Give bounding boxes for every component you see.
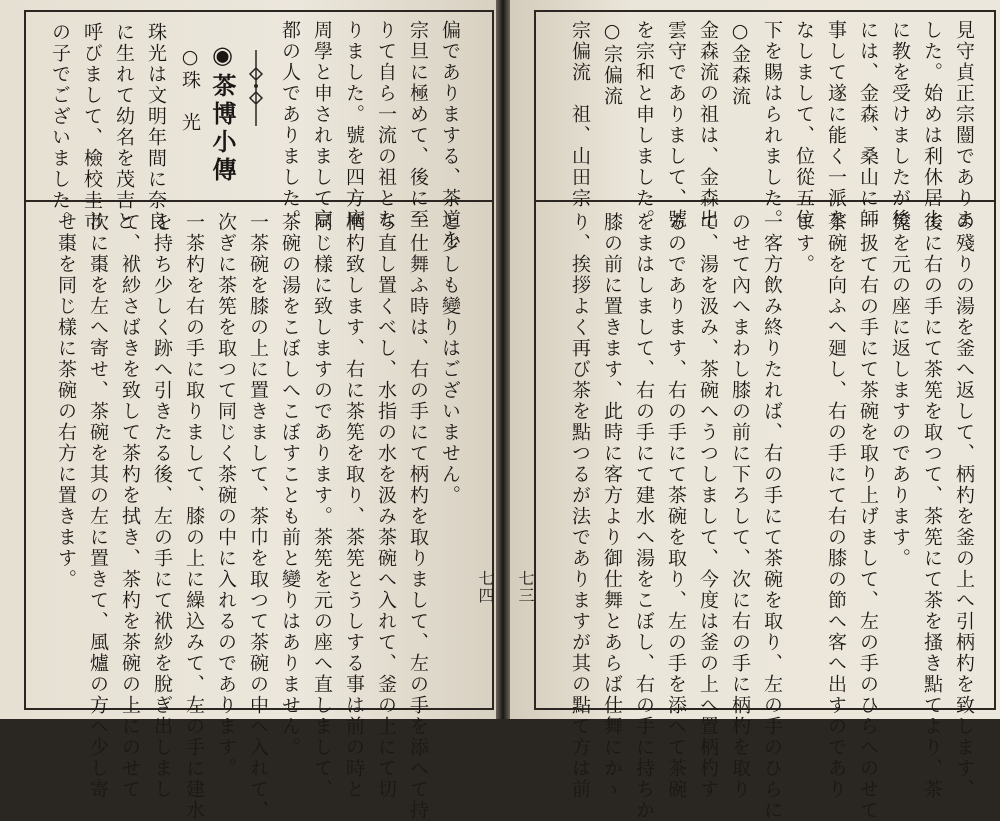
text-column: 次ぎに茶筅を取つて同じく茶碗の中に入れるのであります。 bbox=[215, 212, 237, 779]
text-column: 筅を元の座に返しますのであります。 bbox=[889, 212, 911, 569]
text-column: には、金森、桑山に師 bbox=[857, 20, 879, 230]
text-column: のせて內へまわし膝の前に下ろして、次に右の手に柄杓を取り bbox=[729, 212, 751, 800]
text-column: 珠光は文明年間に奈良 bbox=[145, 22, 167, 232]
text-column: と少しも變りはございません。 bbox=[439, 212, 461, 506]
text-column: ○金森流 bbox=[729, 20, 751, 107]
text-column: の子でございました。 bbox=[49, 22, 71, 232]
section-heading: ◉茶博小傳 bbox=[208, 40, 237, 185]
text-column: 茶碗の湯をこぼしへこぼすことも前と變りはありません。 bbox=[279, 212, 301, 758]
text-column: の殘りの湯を釜へ返して、柄杓を釜の上へ引柄杓を致します、 bbox=[953, 212, 975, 800]
text-column: せ棗を同じ樣に茶碗の右方に置きます。 bbox=[55, 212, 77, 590]
text-column: 呼びまして、檢校圭市 bbox=[81, 22, 103, 232]
text-column: りました。號を四方庵 bbox=[343, 20, 365, 230]
text-column: 一茶杓を右の手に取りまして、膝の上に繰込みて、左の手に建水 bbox=[183, 212, 205, 821]
right-page bbox=[510, 0, 1000, 821]
text-column: 同じ樣に致しますのであります。茶筅を元の座へ直しまして、 bbox=[311, 212, 333, 800]
text-column: 都の人でありました。 bbox=[279, 20, 301, 230]
text-column: ○宗偏流 bbox=[601, 20, 623, 107]
text-column: て、湯を汲み、茶碗へうつしまして、今度は釜の上へ置柄杓す bbox=[697, 212, 719, 800]
text-column: に教を受けましたが後 bbox=[889, 20, 911, 230]
text-column: るのであります、右の手にて茶碗を取り、左の手を添へて茶碗 bbox=[665, 212, 687, 800]
text-column: 偏でありまする、茶道を bbox=[439, 20, 461, 251]
text-column: て、袱紗さばきを致して茶杓を拭き、茶杓を茶碗の上にのせて bbox=[119, 212, 141, 800]
text-column: 膝の前に置きます、此時に客方より御仕舞とあらば仕舞にかゝ bbox=[601, 212, 623, 800]
text-column: 宗旦に極めて、後に至 bbox=[407, 20, 429, 230]
text-column: 一茶碗を膝の上に置きまして、茶巾を取つて茶碗の中へ入れて、 bbox=[247, 212, 269, 821]
text-column: 雲守でありまして、號 bbox=[665, 20, 687, 230]
text-column: 宗偏流 祖、山田宗 bbox=[569, 20, 591, 209]
left-page bbox=[0, 0, 496, 821]
text-column: 茶碗を向ふへ廻し、右の手にて右の膝の節へ客へ出すのであり bbox=[825, 212, 847, 800]
text-column: した。始めは利休居士 bbox=[921, 20, 943, 230]
subheading-shuko: ○珠 光 bbox=[179, 46, 201, 133]
text-column: 事して遂に能く一派を bbox=[825, 20, 847, 230]
text-column: 下を賜はられました。 bbox=[761, 20, 783, 230]
text-column: に生れて幼名を茂吉と bbox=[113, 22, 135, 232]
text-column: り、挨拶よく再び茶を點つるが法でありますが其の點て方は前 bbox=[569, 212, 591, 800]
book-gutter bbox=[496, 0, 510, 719]
text-column: ち直し置くべし、水指の水を汲み茶碗へ入れて、釜の上にて切 bbox=[375, 212, 397, 800]
text-column: なしまして、位從五位 bbox=[793, 20, 815, 230]
ornament-icon bbox=[246, 48, 266, 128]
text-column: を持ち少しく跡へ引きたる後、左の手にて袱紗を脫ぎ出しまし bbox=[151, 212, 173, 800]
text-column: を宗和と申しました。 bbox=[633, 20, 655, 230]
text-column: 金森流の祖は、金森出 bbox=[697, 20, 719, 230]
text-column: 次に棗を左へ寄せ、茶碗を其の左に置きて、風爐の方へ少し寄 bbox=[87, 212, 109, 800]
text-column: 一仕舞ふ時は、右の手にて柄杓を取りまして、左の手を添へて持 bbox=[407, 212, 429, 821]
text-column: 一扱て右の手にて茶碗を取り上げまして、左の手のひらへのせて bbox=[857, 212, 879, 821]
text-column: 柄杓致します、右に茶筅を取り、茶筅とうしする事は前の時と bbox=[343, 212, 365, 800]
page-number: 七三 bbox=[516, 570, 535, 604]
text-column: ます。 bbox=[793, 212, 815, 275]
text-column: 後に右の手にて茶筅を取つて、茶筅にて茶を搔き點てより、茶 bbox=[921, 212, 943, 800]
text-column: をまはしまして、右の手にて建水へ湯をこぼし、右の手に持ちか bbox=[633, 212, 655, 821]
text-column: 一客方飲み終りたれば、右の手にて茶碗を取り、左の手のひらに bbox=[761, 212, 783, 821]
page-number: 七四 bbox=[476, 570, 495, 604]
text-column: りて自ら一流の祖とな bbox=[375, 20, 397, 230]
text-column: 見守貞正宗闓でありま bbox=[953, 20, 975, 230]
text-column: 周學と申されまして京 bbox=[311, 20, 333, 230]
